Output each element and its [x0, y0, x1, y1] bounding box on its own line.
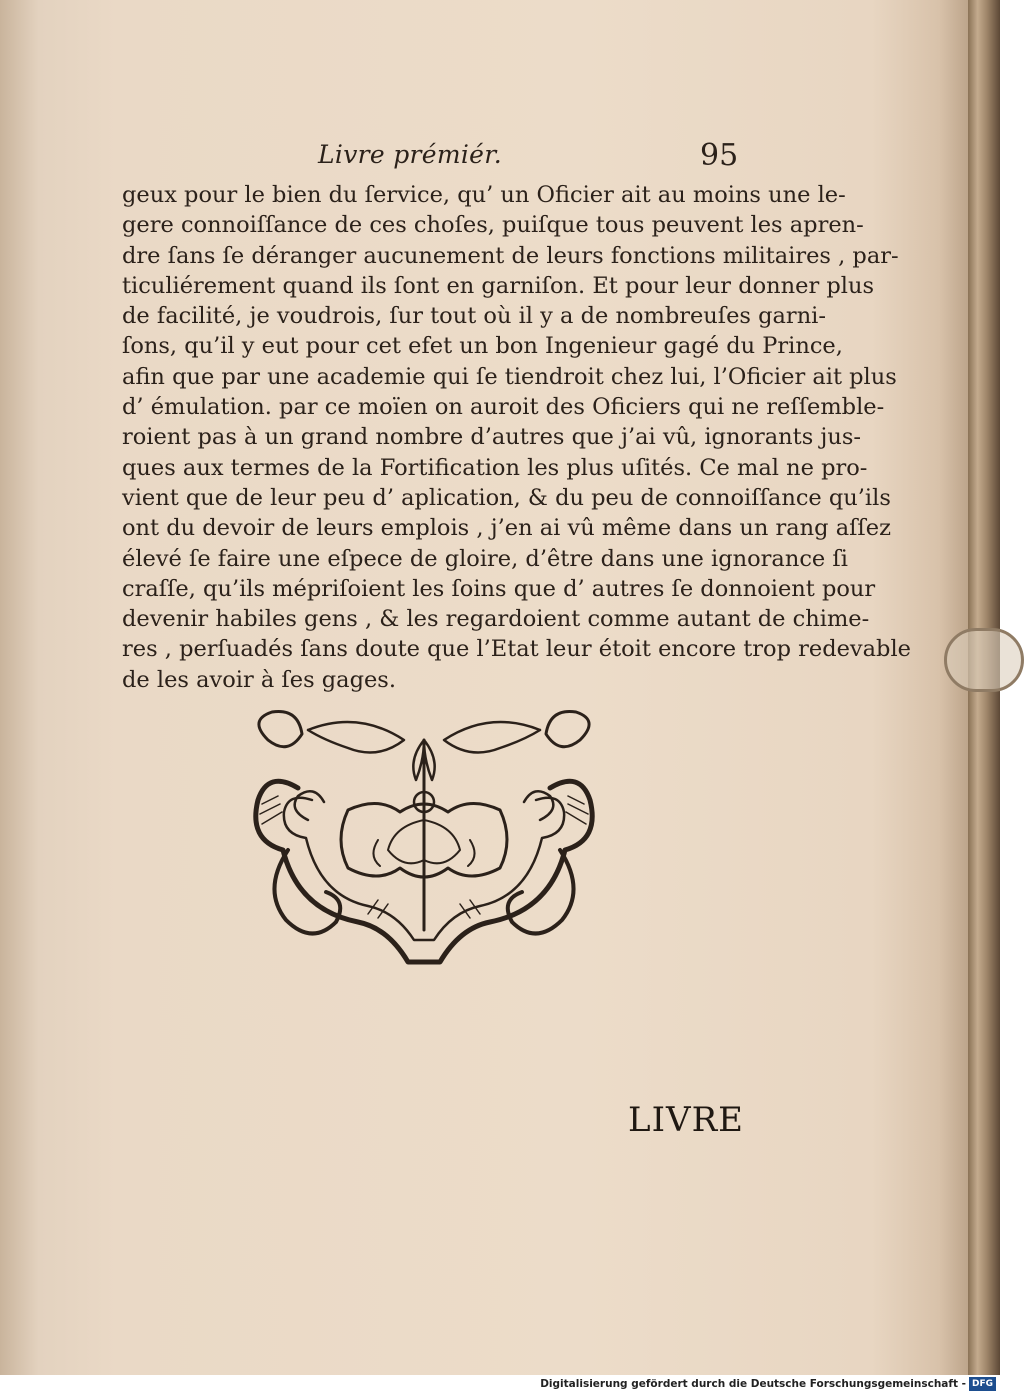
page-header	[0, 140, 968, 180]
text-line: ticuliérement quand ils ſont en garniſon. Et pour leur donner plus	[122, 272, 875, 299]
page-clip	[944, 628, 1024, 692]
text-line: geux pour le bien du ſervice, qu’ un Oficier ait au moins une le-	[122, 182, 846, 208]
text-line: de les avoir à ſes gages.	[122, 666, 396, 693]
text-line: gere connoiſſance de ces choſes, puiſque tous peuvent les apren-	[122, 212, 864, 239]
footer-bar	[0, 1375, 1000, 1395]
text-line: res , perſuadés ſans doute que l’Etat leur étoit encore trop redevable	[122, 636, 911, 663]
running-head: Livre prémiér.	[318, 140, 503, 169]
text-line: ques aux termes de la Fortification les plus uſités. Ce mal ne pro-	[122, 454, 868, 481]
text-line: dre ſans ſe déranger aucunement de leurs fonctions militaires , par-	[122, 242, 899, 269]
text-line: afin que par une academie qui ſe tiendroit chez lui, l’Oficier ait plus	[122, 363, 897, 390]
text-line: roient pas à un grand nombre d’autres que j’ai vû, ignorants jus-	[122, 424, 862, 451]
text-line: ont du devoir de leurs emplois , j’en ai vû même dans un rang aſſez	[122, 515, 891, 542]
funding-credit: Digitalisierung gefördert durch die Deutsche Forschungsgemeinschaft -	[540, 1378, 966, 1390]
printers-ornament	[228, 700, 620, 972]
body-text	[122, 180, 911, 695]
text-line: de facilité, je voudrois, ſur tout où il y a de nombreuſes garni-	[122, 303, 826, 330]
text-line: ſons, qu’il y eut pour cet efet un bon Ingenieur gagé du Prince,	[122, 333, 843, 360]
text-line: vient que de leur peu d’ aplication, & du peu de connoiſſance qu’ils	[122, 484, 891, 511]
text-line: craſſe, qu’ils mépriſoient les ſoins que d’ autres ſe donnoient pour	[122, 575, 876, 602]
text-line: devenir habiles gens , & les regardoient comme autant de chime-	[122, 606, 870, 633]
text-line: élevé ſe faire une eſpece de gloire, d’être dans une ignorance ſi	[122, 545, 848, 572]
dfg-logo-icon: DFG	[969, 1377, 996, 1391]
text-line: d’ émulation. par ce moïen on auroit des Oficiers qui ne reſſemble-	[122, 394, 885, 421]
page-number: 95	[700, 138, 739, 173]
catchword: LIVRE	[628, 1100, 744, 1140]
